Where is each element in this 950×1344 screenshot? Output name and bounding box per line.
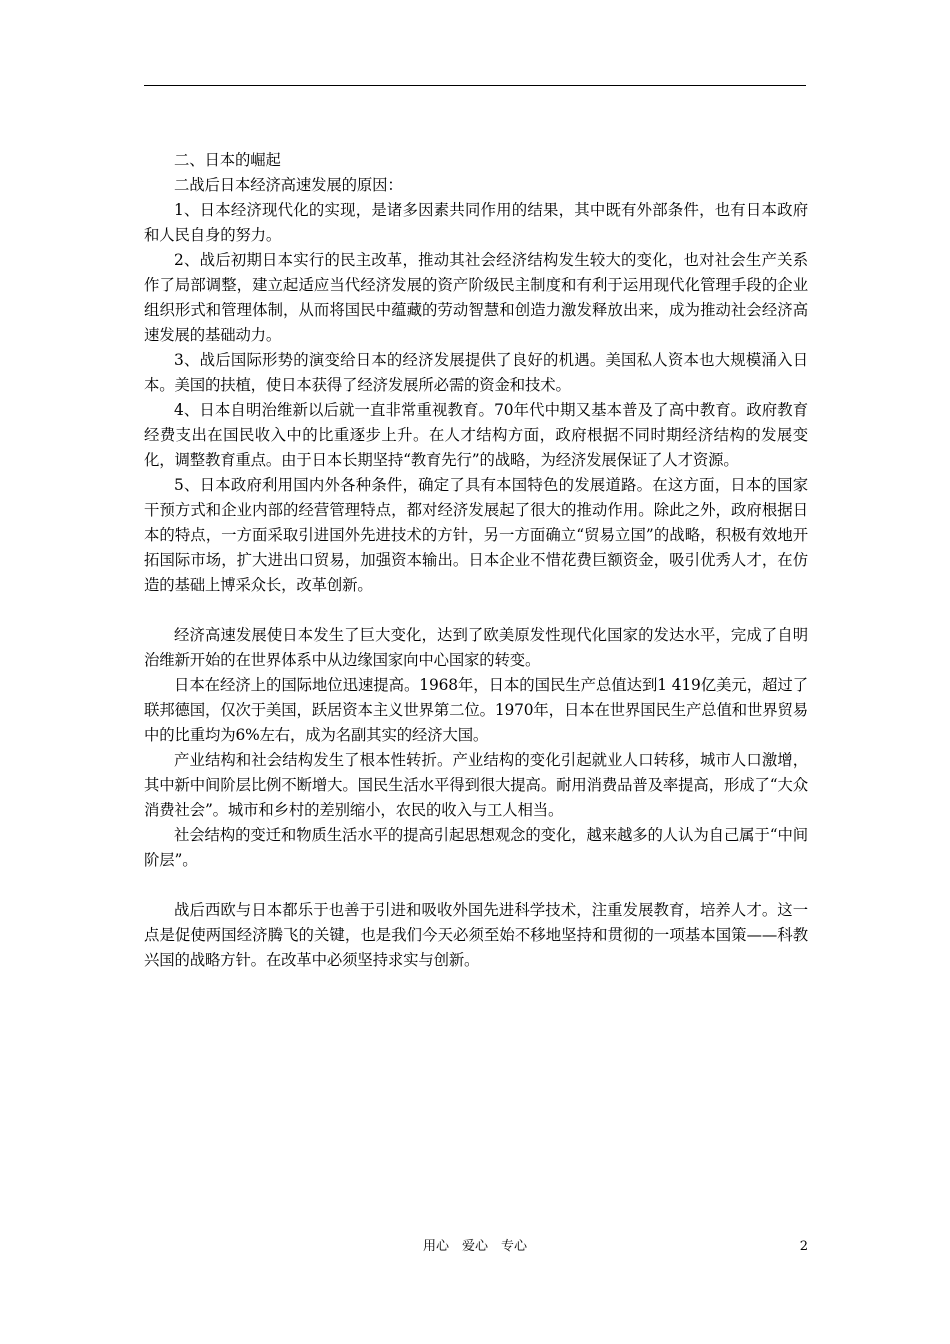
reason-paragraph-4: 4、日本自明治维新以后就一直非常重视教育。70年代中期又基本普及了高中教育。政府教育经费支出在国民收入中的比重逐步上升。在人才结构方面，政府根据不同时期经济结构的发展变化，调整教育重点。由于日本长期坚持“教育先行”的战略，为经济发展保证了人才资源。	[144, 401, 808, 469]
conclusion-paragraph: 战后西欧与日本都乐于也善于引进和吸收外国先进科学技术，注重发展教育，培养人才。这一点是促使两国经济腾飞的关键，也是我们今天必须至始不移地坚持和贯彻的一项基本国策——科教兴国的战略方针。在改革中必须坚持求实与创新。	[144, 901, 808, 969]
header-rule	[144, 85, 806, 86]
change-paragraph-3: 产业结构和社会结构发生了根本性转折。产业结构的变化引起就业人口转移，城市人口激增，其中新中间阶层比例不断增大。国民生活水平得到很大提高。耐用消费品普及率提高，形成了“大众消费社会”。城市和乡村的差别缩小，农民的收入与工人相当。	[144, 751, 808, 819]
reason-paragraph-1: 1、日本经济现代化的实现，是诸多因素共同作用的结果，其中既有外部条件，也有日本政府和人民自身的努力。	[144, 201, 808, 244]
document-body	[144, 148, 808, 973]
footer-motto: 用心 爱心 专心	[422, 1239, 527, 1254]
reason-paragraph-3: 3、战后国际形势的演变给日本的经济发展提供了良好的机遇。美国私人资本也大规模涌入日本。美国的扶植，使日本获得了经济发展所必需的资金和技术。	[144, 351, 808, 394]
subtitle: 二战后日本经济高速发展的原因：	[174, 176, 403, 194]
section-title: 二、日本的崛起	[174, 151, 281, 169]
reason-paragraph-5: 5、日本政府利用国内外各种条件，确定了具有本国特色的发展道路。在这方面，日本的国家干预方式和企业内部的经营管理特点，都对经济发展起了很大的推动作用。除此之外，政府根据日本的特点，一方面采取引进国外先进技术的方针，另一方面确立“贸易立国”的战略，积极有效地开拓国际市场，扩大进出口贸易，加强资本输出。日本企业不惜花费巨额资金，吸引优秀人才，在仿造的基础上博采众长，改革创新。	[144, 476, 808, 594]
change-paragraph-1: 经济高速发展使日本发生了巨大变化，达到了欧美原发性现代化国家的发达水平，完成了自明治维新开始的在世界体系中从边缘国家向中心国家的转变。	[144, 626, 808, 669]
page-number: 2	[799, 1239, 808, 1254]
change-paragraph-4: 社会结构的变迁和物质生活水平的提高引起思想观念的变化，越来越多的人认为自己属于“中间阶层”。	[144, 826, 808, 869]
reason-paragraph-2: 2、战后初期日本实行的民主改革，推动其社会经济结构发生较大的变化，也对社会生产关系作了局部调整，建立起适应当代经济发展的资产阶级民主制度和有利于运用现代化管理手段的企业组织形式和管理体制，从而将国民中蕴藏的劳动智慧和创造力激发释放出来，成为推动社会经济高速发展的基础动力。	[144, 251, 808, 344]
change-paragraph-2: 日本在经济上的国际地位迅速提高。1968年，日本的国民生产总值达到1 419亿美元，超过了联邦德国，仅次于美国，跃居资本主义世界第二位。1970年，日本在世界国民生产总值和世界贸易中的比重均为6%左右，成为名副其实的经济大国。	[144, 676, 808, 744]
